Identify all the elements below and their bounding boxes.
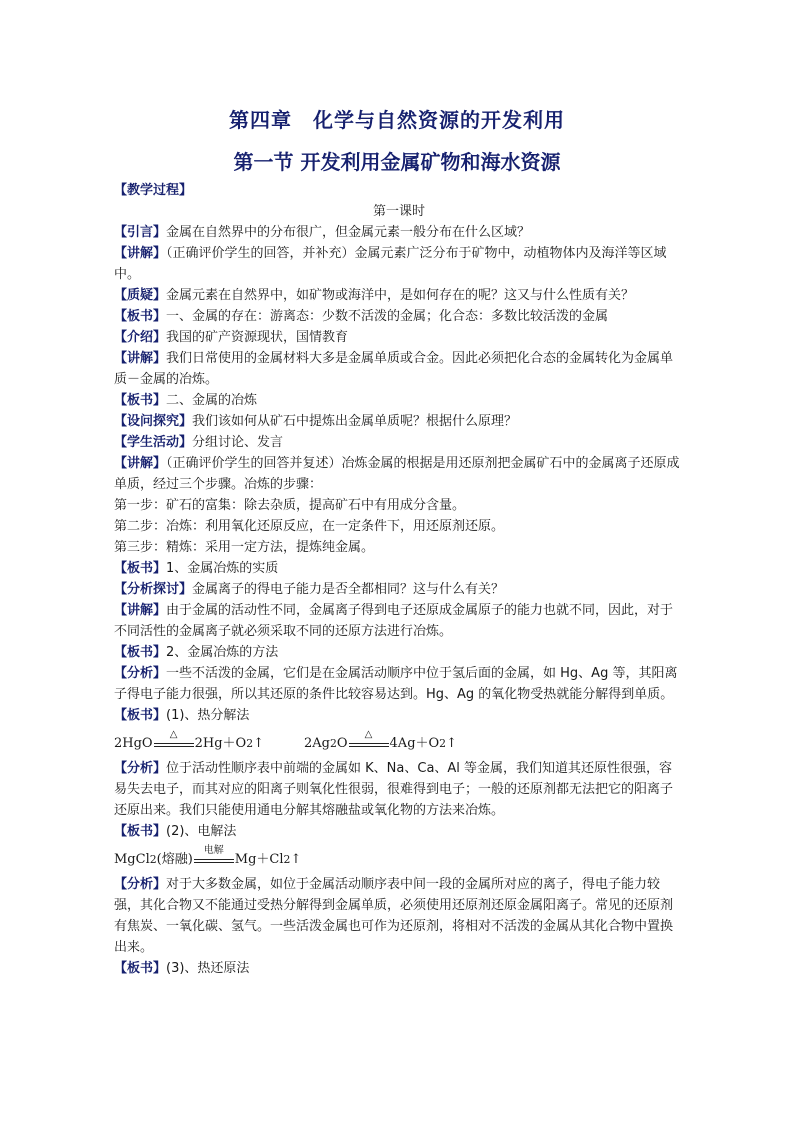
paragraph-tag: 【板书】	[114, 561, 167, 576]
paragraph-text: 第一步：矿石的富集：除去杂质，提高矿石中有用成分含量。	[114, 498, 466, 513]
paragraph-text: (1)、热分解法	[166, 708, 250, 723]
paragraph	[114, 516, 684, 537]
eq1-reactant: 2HgO	[114, 736, 153, 751]
paragraph	[114, 243, 684, 285]
paragraph-tag: 【板书】	[114, 393, 167, 408]
paragraph-text: 由于金属的活动性不同，金属离子得到电子还原成金属原子的能力也就不同，因此，对于不同活性的金属离子就必须采取不同的还原方法进行冶炼。	[114, 603, 674, 639]
eq1-gas-arrow: ↑	[253, 736, 264, 751]
paragraph	[114, 958, 684, 979]
eq2-product: 4Ag＋O	[389, 736, 440, 751]
paragraph-tag: 【分析】	[114, 666, 167, 681]
paragraph-text: 金属元素在自然界中，如矿物或海洋中，是如何存在的呢？这又与什么性质有关？	[166, 288, 635, 303]
paragraph-text: 我们该如何从矿石中提炼出金属单质呢？根据什么原理？	[192, 414, 518, 429]
paragraph	[114, 453, 684, 495]
paragraph-text: (2)、电解法	[166, 824, 237, 839]
paragraph-tag: 【质疑】	[114, 288, 167, 303]
paragraph-text: 金属在自然界中的分布很广，但金属元素一般分布在什么区域？	[166, 225, 531, 240]
paragraph	[114, 558, 684, 579]
paragraph-text: 对于大多数金属，如位于金属活动顺序表中间一段的金属所对应的离子，得电子能力较强，其化合物又不能通过受热分解得到金属单质，必须使用还原剂还原金属阳离子。常见的还原剂有焦炭、一氧化碳、氢气。一些活泼金属也可作为还原剂，将相对不活泼的金属从其化合物中置换出来。	[114, 877, 674, 955]
equation-thermal-decomposition: 2HgO △ 2Hg＋O 2 ↑ 2Ag 2 O △ 4Ag＋O 2 ↑	[114, 726, 684, 758]
equation-electrolysis: MgCl 2 (熔融) 电解 Mg＋Cl 2 ↑	[114, 842, 684, 874]
eq1-product: 2Hg＋O	[194, 736, 247, 751]
paragraph	[114, 348, 684, 390]
eq3-reactant: MgCl	[114, 852, 150, 867]
paragraph	[114, 411, 684, 432]
paragraph-text: 我国的矿产资源现状，国情教育	[166, 330, 349, 345]
eq1-subscript: 2	[246, 737, 254, 750]
section-title: 第一节 开发利用金属矿物和海水资源	[233, 150, 561, 174]
paragraph	[114, 705, 684, 726]
paragraph-text: 金属离子的得电子能力是否全都相同？这与什么有关？	[192, 582, 505, 597]
chapter-title: 第四章 化学与自然资源的开发利用	[229, 108, 565, 132]
paragraph-text: （正确评价学生的回答并复述）冶炼金属的根据是用还原剂把金属矿石中的金属离子还原成单质，经过三个步骤。冶炼的步骤：	[114, 456, 680, 492]
eq3-condition: 电解	[194, 852, 234, 870]
paragraph-text: 第二步：冶炼：利用氧化还原反应，在一定条件下，用还原剂还原。	[114, 519, 505, 534]
paragraph-tag: 【讲解】	[114, 351, 167, 366]
eq3-gas-arrow: ↑	[290, 852, 302, 867]
paragraph	[114, 390, 684, 411]
paragraph-tag: 【引言】	[114, 225, 167, 240]
eq3-product: Mg＋Cl	[234, 852, 284, 867]
paragraph-group-3	[114, 874, 684, 979]
paragraph	[114, 663, 684, 705]
paragraph	[114, 285, 684, 306]
paragraph-tag: 【讲解】	[114, 456, 167, 471]
paragraph	[114, 821, 684, 842]
teaching-process-label: 【教学过程】	[114, 183, 193, 198]
paragraph	[114, 600, 684, 642]
paragraph-text: 分组讨论、发言	[192, 435, 284, 450]
paragraph	[114, 537, 684, 558]
paragraph-tag: 【板书】	[114, 309, 167, 324]
paragraph-text: 2、金属冶炼的方法	[166, 645, 279, 660]
eq2-gas-arrow: ↑	[446, 736, 457, 751]
paragraph	[114, 327, 684, 348]
paragraph-text: 1、金属冶炼的实质	[166, 561, 279, 576]
paragraph-text: （正确评价学生的回答，并补充）金属元素广泛分布于矿物中，动植物体内及海洋等区域中。	[114, 246, 667, 282]
paragraph-group-2	[114, 758, 684, 842]
paragraph-text: 一些不活泼的金属，它们是在金属活动顺序中位于氢后面的金属，如 Hg、Ag 等，其阳离子得电子能力很强，所以其还原的条件比较容易达到。Hg、Ag 的氧化物受热就能分解得到单质。	[114, 666, 678, 702]
paragraph-text: 我们日常使用的金属材料大多是金属单质或合金。因此必须把化合态的金属转化为金属单质－金属的冶炼。	[114, 351, 674, 387]
paragraph-tag: 【板书】	[114, 961, 167, 976]
paragraph-text: (3)、热还原法	[166, 961, 250, 976]
paragraph-tag: 【讲解】	[114, 603, 167, 618]
paragraph	[114, 874, 684, 958]
paragraph	[114, 642, 684, 663]
paragraph-text: 第三步：精炼：采用一定方法，提炼纯金属。	[114, 540, 375, 555]
paragraph-tag: 【板书】	[114, 645, 167, 660]
paragraph-tag: 【分析】	[114, 761, 167, 776]
document-body	[114, 180, 684, 979]
paragraph-tag: 【讲解】	[114, 246, 167, 261]
paragraph-tag: 【设问探究】	[114, 414, 193, 429]
paragraph-tag: 【板书】	[114, 708, 167, 723]
paragraph	[114, 495, 684, 516]
paragraph-tag: 【板书】	[114, 824, 167, 839]
paragraph-tag: 【学生活动】	[114, 435, 193, 450]
eq1-condition: △	[154, 736, 194, 754]
paragraph-tag: 【介绍】	[114, 330, 167, 345]
paragraph-text: 一、金属的存在：游离态：少数不活泼的金属；化合态：多数比较活泼的金属	[166, 309, 609, 324]
paragraph	[114, 222, 684, 243]
paragraph-group-1	[114, 222, 684, 726]
paragraph	[114, 579, 684, 600]
eq2-condition: △	[349, 736, 389, 754]
paragraph-tag: 【分析探讨】	[114, 582, 193, 597]
paragraph-text: 位于活动性顺序表中前端的金属如 K、Na、Ca、Al 等金属，我们知道其还原性很强，容易失去电子，而其对应的阳离子则氧化性很弱，很难得到电子；一般的还原剂都无法把它的阳离子还原出来。我们只能使用通电分解其熔融盐或氧化物的方法来冶炼。	[114, 761, 674, 818]
paragraph	[114, 432, 684, 453]
paragraph	[114, 306, 684, 327]
paragraph-tag: 【分析】	[114, 877, 167, 892]
paragraph-text: 二、金属的冶炼	[166, 393, 258, 408]
paragraph	[114, 758, 684, 821]
lesson-label: 第一课时	[372, 204, 425, 219]
eq2-reactant: 2Ag	[303, 736, 330, 751]
